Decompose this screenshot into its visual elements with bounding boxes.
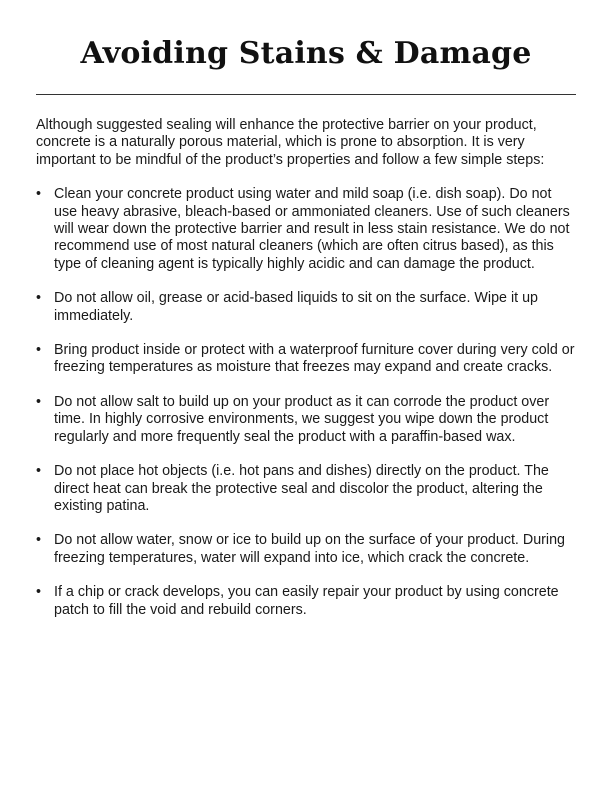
bullet-icon: • (36, 393, 42, 410)
list-item (36, 584, 576, 619)
list-item-text: Clean your concrete product using water and mild soap (i.e. dish soap). Do not use heavy abrasive, bleach-based or ammoniated cleaners. Use of such cleaners will wear down the protective barrier and result in less stain resistance. We do not recommend use of most natural cleaners (which are often citrus based), as this type of cleaning agent is typically highly acidic and can damage the product. (54, 186, 570, 272)
list-item (36, 186, 576, 273)
bullet-icon: • (36, 342, 42, 359)
care-instructions-list (36, 186, 576, 619)
bullet-icon: • (36, 532, 42, 549)
title-divider (36, 94, 576, 95)
intro-paragraph: Although suggested sealing will enhance the protective barrier on your product, concrete is a naturally porous material, which is prone to absorption. It is very important to be mindful of the product’s properties and follow a few simple steps: (36, 117, 545, 168)
list-item-text: Bring product inside or protect with a waterproof furniture cover during very cold or freezing temperatures as moisture that freezes may expand and create cracks. (54, 342, 575, 376)
bullet-icon: • (36, 290, 42, 307)
list-item-text: Do not allow water, snow or ice to build up on the surface of your product. During freezing temperatures, water will expand into ice, which crack the concrete. (54, 532, 565, 566)
list-item-text: Do not allow salt to build up on your product as it can corrode the product over time. In highly corrosive environments, we suggest you wipe down the product regularly and more frequently seal the product with a paraffin-based wax. (54, 393, 550, 445)
list-item (36, 532, 576, 567)
page-title: Avoiding Stains & Damage (80, 36, 532, 71)
list-item (36, 290, 576, 325)
list-item-text: Do not place hot objects (i.e. hot pans and dishes) directly on the product. The direct heat can break the protective seal and discolor the product, altering the existing patina. (54, 463, 549, 514)
list-item (36, 342, 576, 377)
list-item (36, 394, 576, 446)
document-body (36, 117, 576, 636)
list-item (36, 463, 576, 515)
list-item-text: Do not allow oil, grease or acid-based liquids to sit on the surface. Wipe it up immediately. (54, 290, 538, 324)
list-item-text: If a chip or crack develops, you can easily repair your product by using concrete patch to fill the void and rebuild corners. (54, 584, 559, 618)
bullet-icon: • (36, 186, 42, 203)
bullet-icon: • (36, 463, 42, 480)
bullet-icon: • (36, 584, 42, 601)
